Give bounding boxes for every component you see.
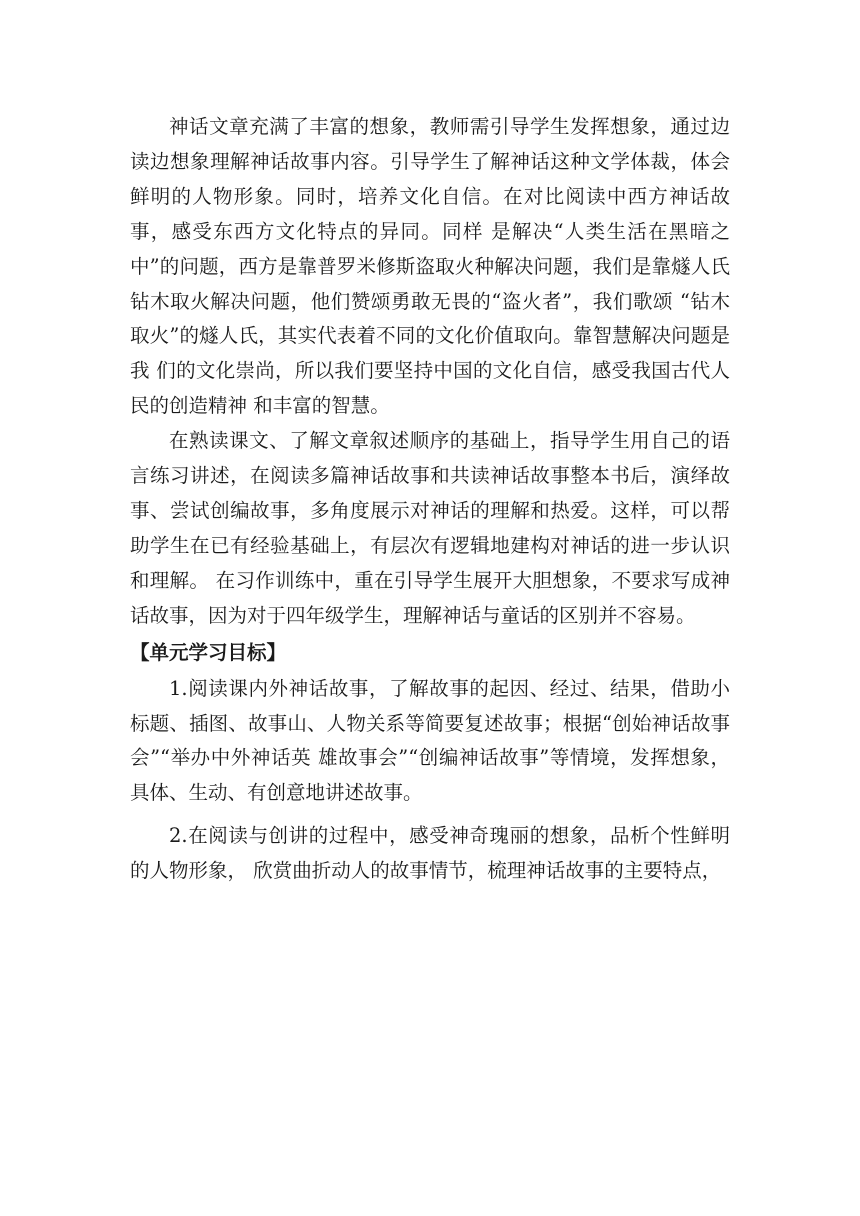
objective-item-1: 1.阅读课内外神话故事，了解故事的起因、经过、结果，借助小标题、插图、故事山、人物关系等简要复述故事；根据“创始神话故事会”“举办中外神话英 雄故事会”“创编神话故事”等情境，发挥想象，具体、生动、有创意地讲述故事。 bbox=[130, 676, 730, 805]
section-heading-unit-objectives: 【单元学习目标】 bbox=[130, 640, 287, 664]
objective-item-2: 2.在阅读与创讲的过程中，感受神奇瑰丽的想象，品析个性鲜明的人物形象， 欣赏曲折动人的故事情节，梳理神话故事的主要特点， bbox=[130, 824, 730, 883]
document-body bbox=[130, 110, 730, 889]
paragraph-myth-imagination: 神话文章充满了丰富的想象，教师需引导学生发挥想象，通过边读边想象理解神话故事内容。引导学生了解神话这种文学体裁，体会鲜明的人物形象。同时，培养文化自信。在对比阅读中西方神话故事，感受东西方文化特点的异同。同样 是解决“人类生活在黑暗之中”的问题，西方是靠普罗米修斯盗取火种解决问题，我们是靠燧人氏钻木取火解决问题，他们赞颂勇敢无畏的“盗火者”，我们歌颂 “钻木取火”的燧人氏，其实代表着不同的文化价值取向。靠智慧解决问题是我 们的文化崇尚，所以我们要坚持中国的文化自信，感受我国古代人民的创造精神 和丰富的智慧。 bbox=[130, 115, 730, 418]
paragraph-retelling-guidance: 在熟读课文、了解文章叙述顺序的基础上，指导学生用自己的语言练习讲述，在阅读多篇神话故事和共读神话故事整本书后，演绎故事、尝试创编故事，多角度展示对神话的理解和热爱。这样，可以帮助学生在已有经验基础上，有层次有逻辑地建构对神话的进一步认识和理解。 在习作训练中，重在引导学生展开大胆想象，不要求写成神话故事，因为对于四年级学生，理解神话与童话的区别并不容易。 bbox=[130, 429, 730, 627]
